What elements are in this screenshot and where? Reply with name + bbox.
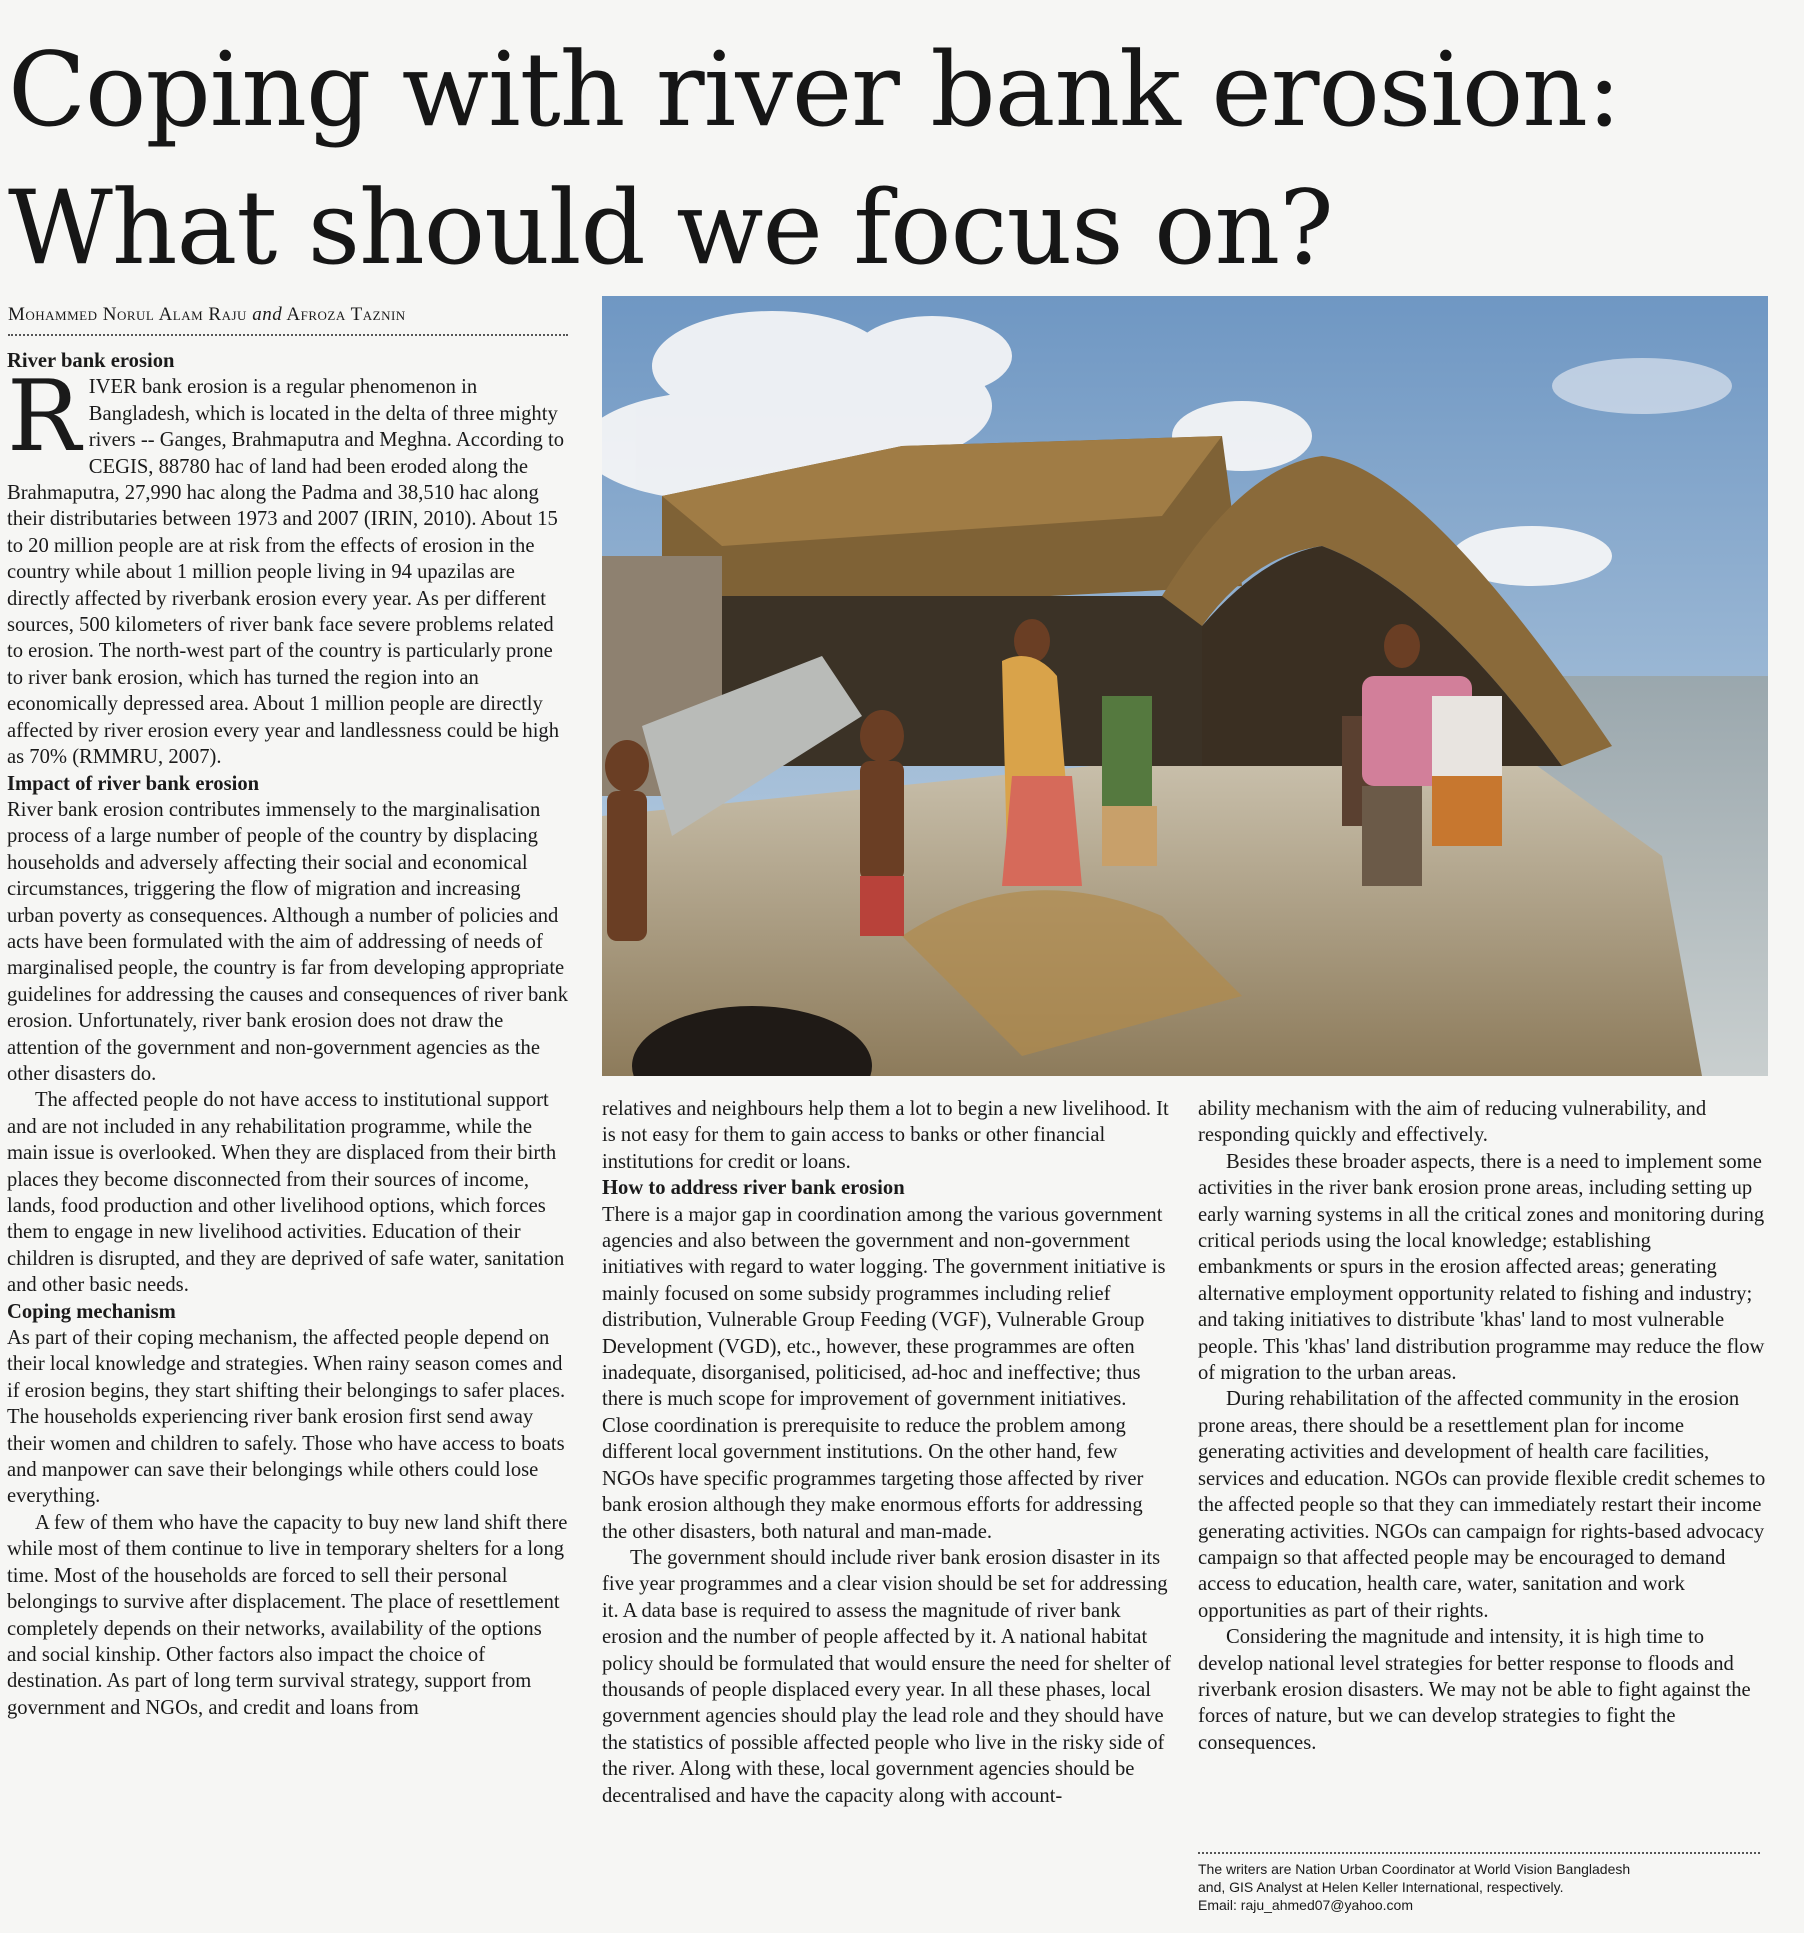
section-heading-coping: Coping mechanism — [7, 1300, 176, 1323]
column-1 — [7, 348, 569, 1721]
headline-line-2: What should we focus on? — [8, 169, 1333, 288]
paragraph-impact: River bank erosion contributes immensely to the marginalisation process of a large number of people of the country by displacing households and adversely affecting their social and economical circumstances, triggering the flow of migration and increasing urban poverty as consequences. Although a number of policies and acts have been formulated with the aim of addressing of needs of marginalised people, the country is far from developing appropriate guidelines for addressing the causes and consequences of river bank erosion. Unfortunately, river bank erosion does not draw the attention of the government and non-government agencies as the other disasters do. — [7, 798, 568, 1085]
paragraph-coordination-gap: There is a major gap in coordination among the various government agencies and also between the government and non-government initiatives with regard to water logging. The government initiative is mainly focused on some subsidy programmes including relief distribution, Vulnerable Group Feeding (VGF), Vulnerable Group Development (VGD), etc., however, these programmes are often inadequate, disorganised, politicised, ad-hoc and ineffective; thus there is much scope for improvement of government initiatives. Close coordination is prerequisite to reduce the problem among different local government institutions. On the other hand, few NGOs have specific programmes targeting those affected by river bank erosion although they make enormous efforts for addressing the other disasters, both natural and man-made. — [602, 1203, 1166, 1543]
article-photo — [602, 296, 1768, 1076]
headline-line-1: Coping with river bank erosion: — [8, 31, 1621, 150]
section-heading-river-bank-erosion: River bank erosion — [7, 350, 175, 372]
writer-note-line-1: The writers are Nation Urban Coordinator at World Vision Bangladesh — [1198, 1861, 1631, 1877]
byline — [8, 304, 568, 336]
column-2 — [602, 1096, 1172, 1809]
section-heading-how-to-address: How to address river bank erosion — [602, 1177, 905, 1200]
headline — [8, 22, 1788, 298]
paragraph-intro — [7, 360, 569, 770]
paragraph-intro-text: IVER bank erosion is a regular phenomenon in Bangladesh, which is located in the delta of three mighty rivers -- Ganges, Brahmaputra and Meghna. According to CEGIS, 88780 hac of land had been eroded along the Brahmaputra, 27,990 hac along the Padma and 38,510 hac along their distributaries between 1973 and 2007 (IRIN, 2010). About 15 to 20 million people are at risk from the effects of erosion in the country while about 1 million people living in 94 upazilas are directly affected by riverbank erosion every year. As per different sources, 500 kilometers of river bank face severe problems related to erosion. The north-west part of the country is particularly prone to river bank erosion, which has turned the region into an economically depressed area. About 1 million people are directly affected by river erosion every year and landlessness could be high as 70% (RMMRU, 2007). — [7, 376, 565, 769]
paragraph-relatives: relatives and neighbours help them a lot to begin a new livelihood. It is not easy for them to gain access to banks or other financial institutions for credit or loans. — [602, 1098, 1169, 1173]
author-2: Afroza Taznin — [286, 304, 406, 325]
writer-note-line-2: and, GIS Analyst at Helen Keller International, respectively. — [1198, 1879, 1564, 1895]
paragraph-broader-aspects: Besides these broader aspects, there is a need to implement some activities in the river bank erosion prone areas, including setting up early warning systems in all the critical zones and monitoring during critical periods using the local knowledge; establishing embankments or spurs in the erosion affected areas; generating alternative employment opportunity related to fishing and industry; and taking initiatives to distribute 'khas' land to most vulnerable people. This 'khas' land distribution programme may reduce the flow of migration to the urban areas. — [1198, 1150, 1765, 1385]
drop-cap: R — [7, 360, 81, 475]
paragraph-accountability: ability mechanism with the aim of reducing vulnerability, and responding quickly and effectively. — [1198, 1098, 1707, 1147]
photo-illustration — [602, 296, 1768, 1076]
author-1: Mohammed Norul Alam Raju — [8, 304, 247, 325]
writer-note — [1198, 1852, 1760, 1914]
paragraph-rehabilitation: During rehabilitation of the affected community in the erosion prone areas, there should be a resettlement plan for income generating activities and development of health care facilities, services and education. NGOs can provide flexible credit schemes to the affected people so that they can immediately restart their income generating activities. NGOs can campaign for rights-based advocacy campaign so that affected people may be encouraged to demand access to education, health care, water, sanitation and work opportunities as part of their rights. — [1198, 1388, 1766, 1622]
paragraph-coping: As part of their coping mechanism, the affected people depend on their local knowledge and strategies. When rainy season comes and if erosion begins, they start shifting their belongings to safer places. The households experiencing river bank erosion first send away their women and children to safely. Those who have access to boats and manpower can save their belongings while others could lose everything. — [7, 1327, 566, 1508]
paragraph-affected-people: The affected people do not have access to institutional support and are not included in any rehabilitation programme, while the main issue is overlooked. When they are displaced from their birth places they become disconnected from their sources of income, lands, food production and other livelihood options, which forces them to engage in new livelihood activities. Education of their children is disrupted, and they are deprived of safe water, sanitation and other basic needs. — [7, 1089, 565, 1297]
writer-email: Email: raju_ahmed07@yahoo.com — [1198, 1897, 1413, 1913]
paragraph-government-role: The government should include river bank erosion disaster in its five year programmes and a clear vision should be set for addressing it. A data base is required to assess the magnitude of river bank erosion and the number of people affected by it. A national habitat policy should be formulated that would ensure the need for shelter of thousands of people displaced every year. In all these phases, local government agencies should play the lead role and they should have the statistics of possible affected people who live in the risky side of the river. Along with these, local government agencies should be decentralised and have the capacity along with account- — [602, 1546, 1172, 1807]
section-heading-impact: Impact of river bank erosion — [7, 772, 260, 795]
byline-connector: and — [252, 304, 283, 325]
column-3 — [1198, 1096, 1766, 1756]
paragraph-conclusion: Considering the magnitude and intensity, it is high time to develop national level strategies for better response to floods and riverbank erosion disasters. We may not be able to fight against the forces of nature, but we can develop strategies to fight the consequences. — [1198, 1626, 1751, 1754]
paragraph-resettlement: A few of them who have the capacity to buy new land shift there while most of them continue to live in temporary shelters for a long time. Most of the households are forced to sell their personal belongings to survive after displacement. The place of resettlement completely depends on their networks, availability of the options and social kinship. Other factors also impact the choice of destination. As part of long term survival strategy, support from government and NGOs, and credit and loans from — [7, 1511, 568, 1719]
